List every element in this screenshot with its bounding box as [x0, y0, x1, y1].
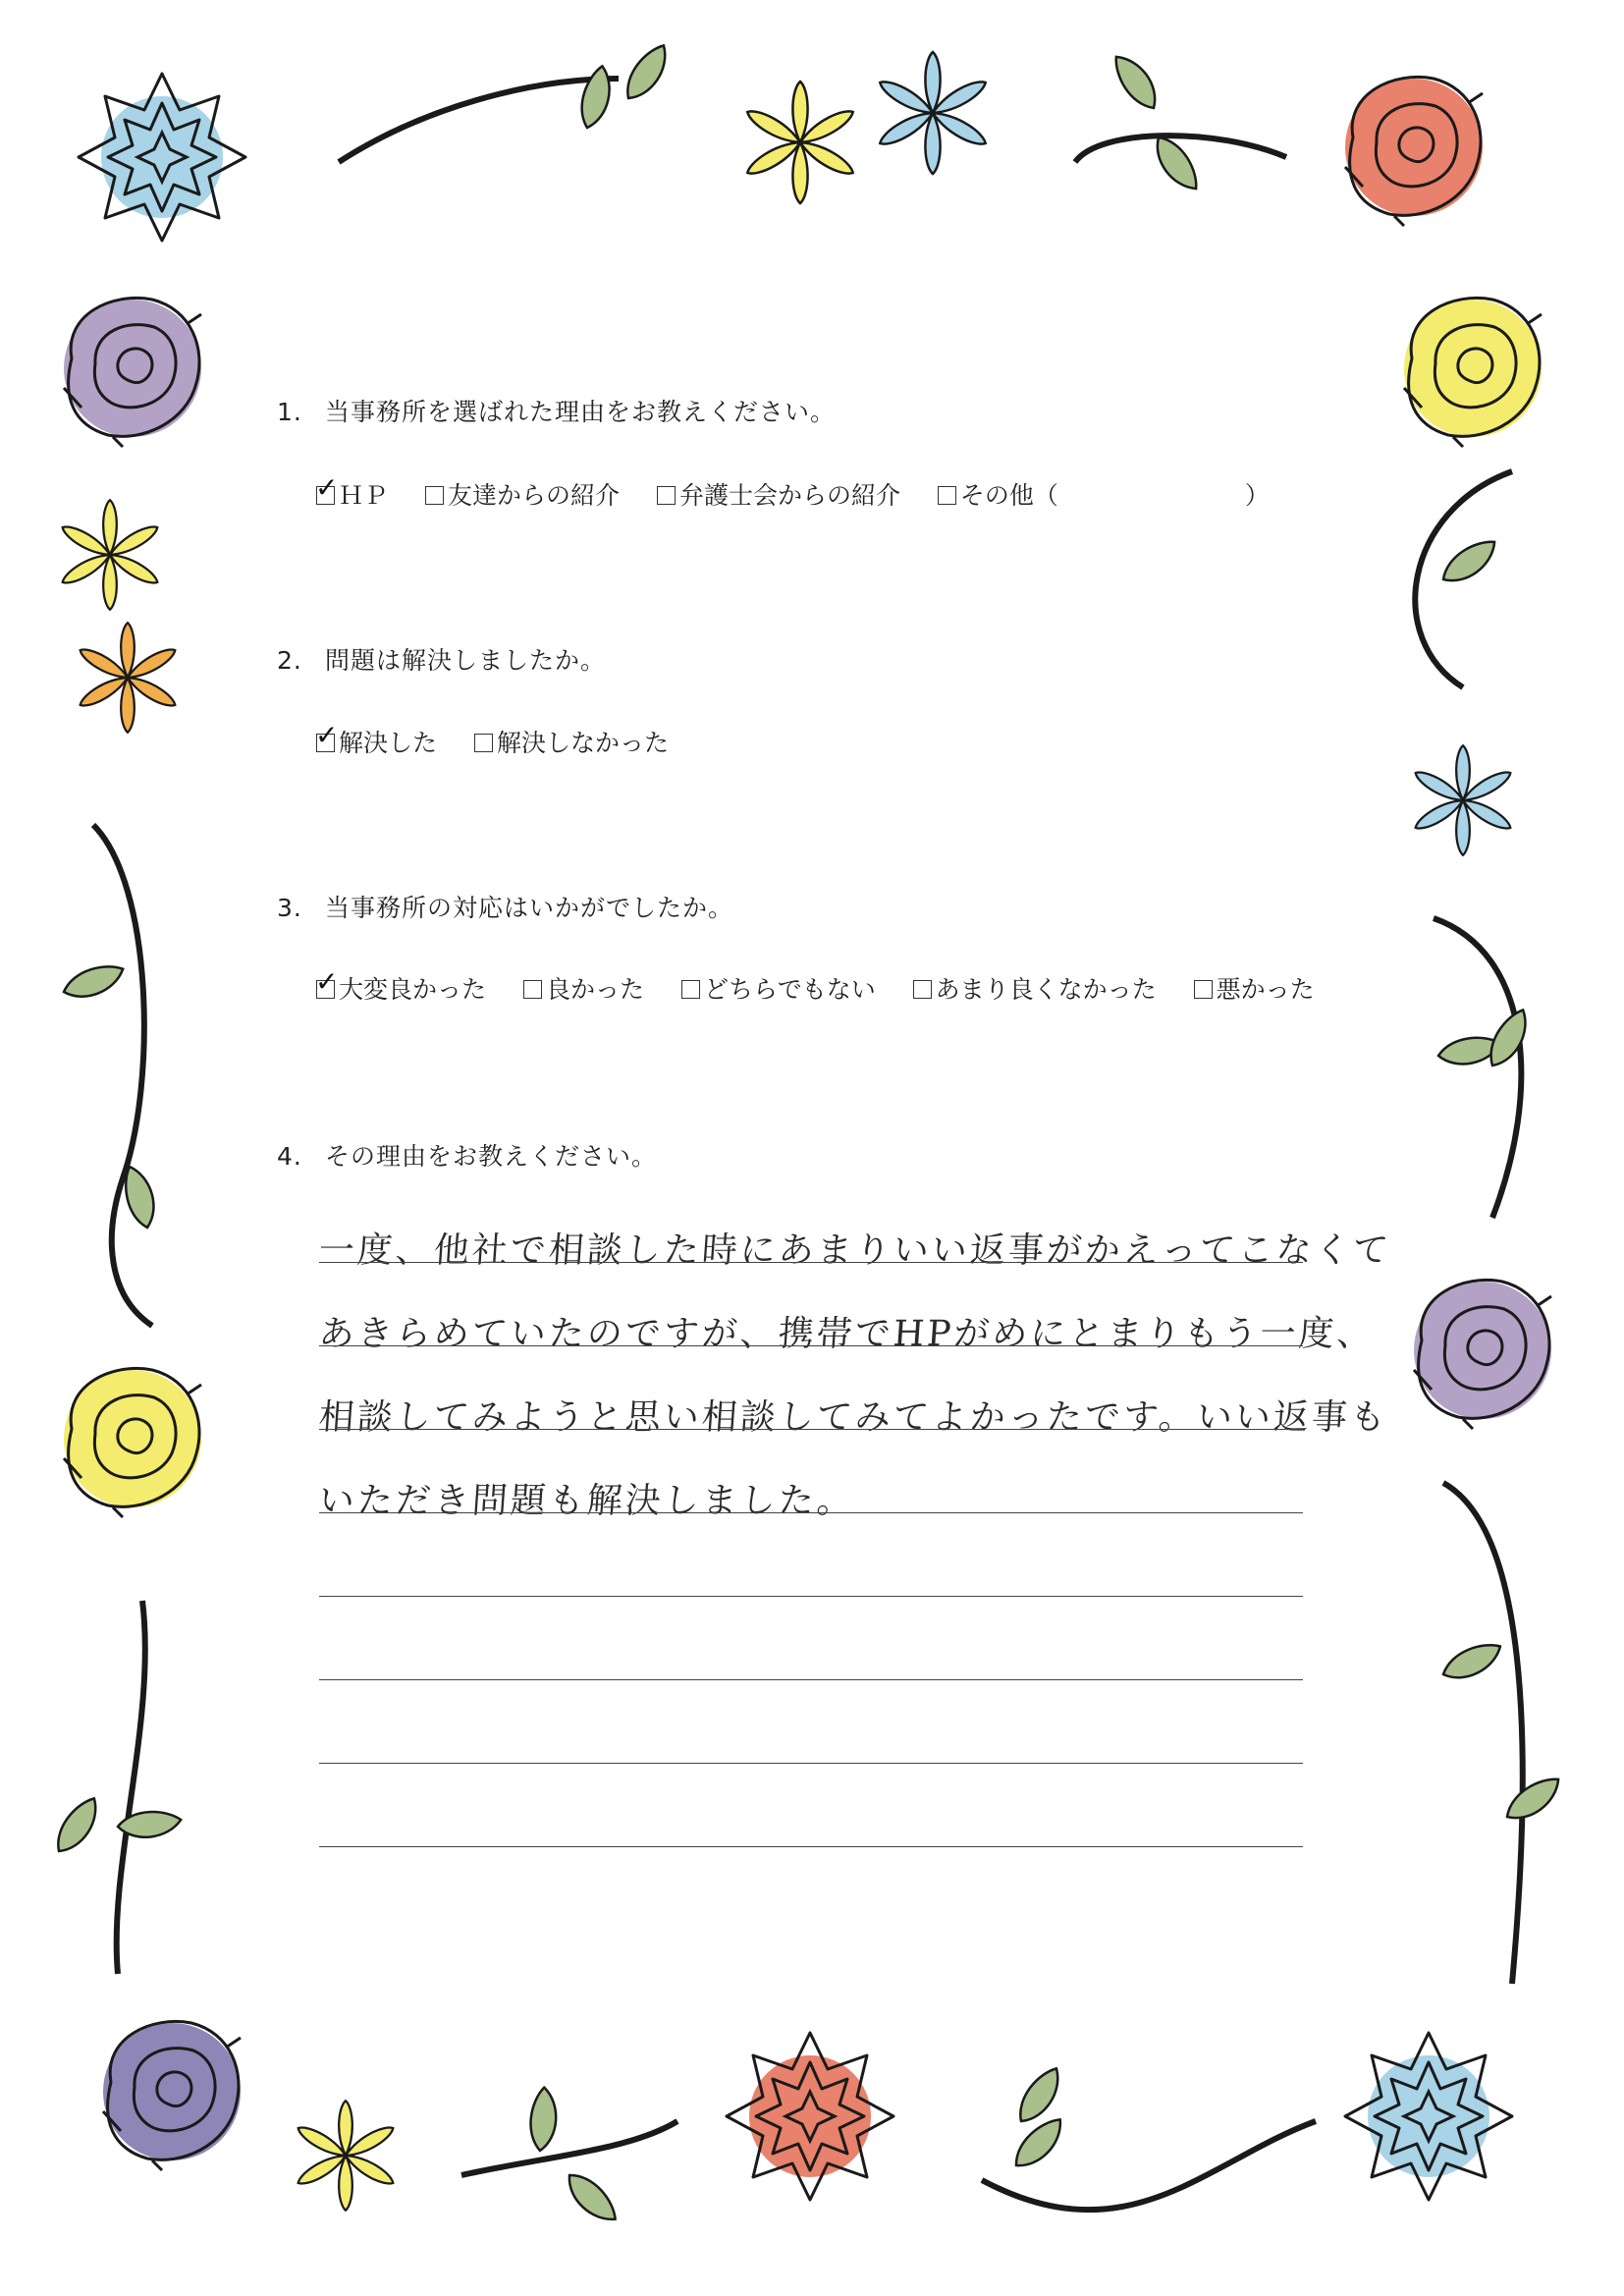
option-bad[interactable]: 悪かった: [1194, 970, 1315, 1006]
option-other[interactable]: その他（ ）: [938, 476, 1270, 512]
option-bar-association-referral[interactable]: 弁護士会からの紹介: [657, 476, 900, 512]
checkbox[interactable]: [681, 980, 700, 999]
option-resolved[interactable]: ✓解決した: [316, 724, 437, 759]
option-not-so-good[interactable]: あまり良くなかった: [913, 970, 1157, 1006]
option-friend-referral[interactable]: 友達からの紹介: [425, 476, 620, 512]
question-number: 3.: [277, 894, 302, 922]
checkbox[interactable]: [1194, 980, 1213, 999]
option-hp[interactable]: ✓ＨＰ: [316, 476, 388, 512]
checkbox-checked[interactable]: [316, 734, 335, 752]
handwritten-answer-line-4: いただき問題も解決しました。: [317, 1481, 857, 1521]
question-text: 問題は解決しましたか。: [324, 646, 606, 675]
checkbox[interactable]: [474, 734, 493, 752]
checkbox-checked[interactable]: [316, 980, 335, 999]
question-2-options: [316, 724, 698, 759]
question-3: [277, 889, 733, 924]
option-very-good[interactable]: ✓大変良かった: [316, 970, 486, 1006]
question-text: 当事務所を選ばれた理由をお教えください。: [324, 398, 836, 426]
question-1: [277, 393, 836, 428]
question-text: 当事務所の対応はいかがでしたか。: [324, 894, 733, 922]
question-text: その理由をお教えください。: [324, 1142, 657, 1171]
question-2: [277, 641, 606, 677]
answer-rule: [319, 1679, 1303, 1680]
checkbox[interactable]: [523, 980, 542, 999]
checkbox[interactable]: [425, 486, 444, 505]
checkbox[interactable]: [657, 486, 676, 505]
handwritten-answer-line-1: 一度、他社で相談した時にあまりいい返事がかえってこなくて: [317, 1230, 1393, 1271]
checkbox-checked[interactable]: [316, 486, 335, 505]
answer-rule: [319, 1262, 1303, 1263]
answer-rule: [319, 1596, 1303, 1597]
answer-rule: [319, 1846, 1303, 1847]
checkbox[interactable]: [938, 486, 956, 505]
answer-rule: [319, 1763, 1303, 1764]
option-good[interactable]: 良かった: [523, 970, 644, 1006]
option-not-resolved[interactable]: 解決しなかった: [474, 724, 669, 759]
question-4: [277, 1137, 657, 1173]
handwritten-answer-line-3: 相談してみようと思い相談してみてよかったです。いい返事も: [317, 1397, 1390, 1438]
answer-rule: [319, 1345, 1303, 1346]
question-number: 2.: [277, 646, 302, 675]
answer-rule: [319, 1512, 1303, 1513]
checkbox[interactable]: [913, 980, 932, 999]
answer-rule: [319, 1429, 1303, 1430]
handwritten-answer-line-2: あきらめていたのですが、携帯でHPがめにとまりもう一度、: [317, 1314, 1377, 1354]
question-number: 1.: [277, 398, 302, 426]
question-3-options: [316, 970, 1344, 1006]
question-1-options: [316, 476, 1299, 512]
question-number: 4.: [277, 1142, 302, 1171]
option-neutral[interactable]: どちらでもない: [681, 970, 876, 1006]
